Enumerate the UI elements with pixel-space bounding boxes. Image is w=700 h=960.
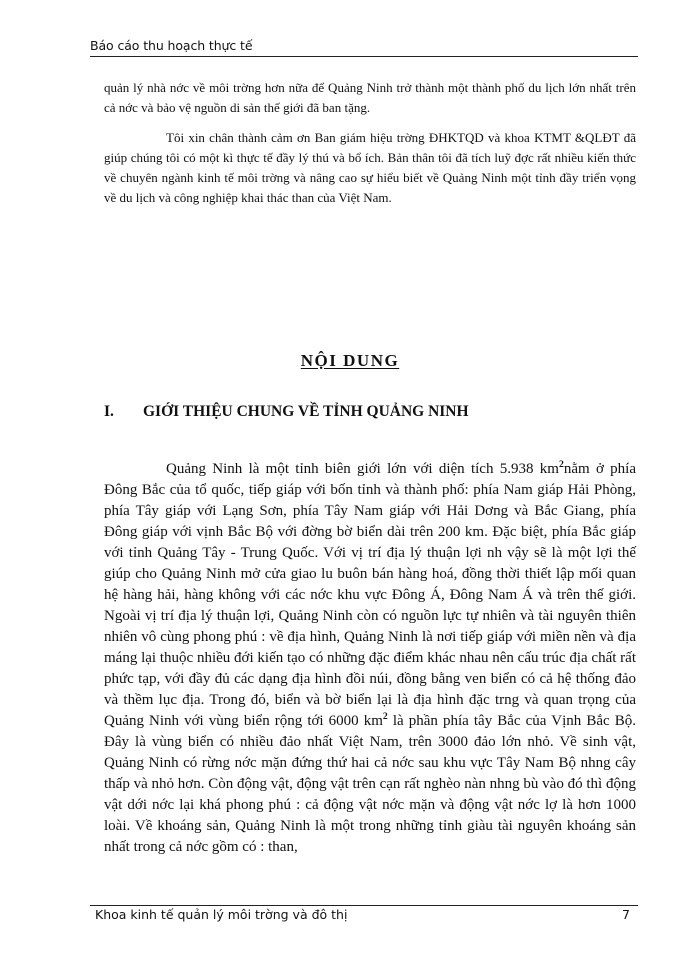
main-title: NỘI DUNG xyxy=(300,351,400,370)
superscript-area-unit-2: 2 xyxy=(382,711,388,722)
intro-paragraph-2: Tôi xin chân thành cảm ơn Ban giám hiệu trờng ĐHKTQD và khoa KTMT &QLĐT đã giúp chúng tôi có một kì thực tế đầy lý thú và bổ ích. Bản thân tôi đã tích luỹ đợc rất nhiều kiến thức về chuyên ngành kinh tế môi trờng và nâng cao sự hiểu biết về Quảng Ninh một tỉnh đầy triển vọng về du lịch và công nghiệp khai thác than của Việt Nam. xyxy=(104,130,636,205)
intro-paragraph-1: quản lý nhà nớc về môi trờng hơn nữa để Quảng Ninh trở thành một thành phố du lịch lớn nhất trên cả nớc và bảo vệ nguồn di sản thế giới đã ban tặng. xyxy=(104,80,636,115)
page-header: Báo cáo thu hoạch thực tế xyxy=(90,38,253,53)
body-text-part-2: nằm ở phía Đông Bắc của tổ quốc, tiếp giáp với bốn tỉnh và thành phố: phía Nam giáp Hải Phòng, phía Tây giáp với Lạng Sơn, phía Tây Nam giáp với Hải Dơng và Bắc Giang, phía Đông giáp với vịnh Bắc Bộ với đờng bờ biển dài trên 200 km. Đặc biệt, phía Bắc giáp với tỉnh Quảng Tây - Trung Quốc. Với vị trí địa lý thuận lợi nh vậy sẽ là một lợi thế giúp cho Quảng Ninh mở cửa giao lu buôn bán hàng hoá, đồng thời thiết lập mối quan hệ hàng hải, hàng không với các nớc khu vực Đông Á, Đông Nam Á và trên thế giới. Ngoài vị trí địa lý thuận lợi, Quảng Ninh còn có nguồn lực tự nhiên và tài nguyên thiên nhiên vô cùng phong phú : về địa hình, Quảng Ninh là nơi tiếp giáp với miền nền và địa máng lại thuộc nhiều đới kiến tạo có những đặc điểm khác nhau nên cấu trúc địa chất rất phức tạp, với đầy đủ các dạng địa hình đồi núi, đồng bằng ven biển có cả hệ thống đảo và thềm lục địa. Trong đó, biển và bờ biển lại là địa hình đặc trng và quan trọng của Quảng Ninh với vùng biển rộng tới 6000 km xyxy=(104,461,637,729)
footer-divider xyxy=(90,905,638,906)
body-text-part-1: Quảng Ninh là một tỉnh biên giới lớn với diện tích 5.938 km xyxy=(166,461,559,477)
section-number: I. xyxy=(104,403,114,420)
body-text-part-3: là phần phía tây Bắc của Vịnh Bắc Bộ. Đây là vùng biển có nhiều đảo nhất Việt Nam, trên 3000 đảo lớn nhỏ. Về sinh vật, Quảng Ninh có rừng nớc mặn đứng thứ hai cả nớc sau khu vực Tây Nam Bộ nhng cây thấp và nhỏ hơn. Còn động vật, động vật trên cạn rất nghèo nàn nhng bù vào đó thì động vật dới nớc lại khá phong phú : cả động vật nớc mặn và động vật nớc lợ là hơn 1000 loài. Về khoáng sản, Quảng Ninh là một trong những tỉnh giàu tài nguyên khoáng sản nhất trong cả nớc gồm có : than, xyxy=(104,713,636,855)
section-title: GIỚI THIỆU CHUNG VỀ TỈNH QUẢNG NINH xyxy=(143,403,469,420)
body-paragraph xyxy=(104,459,636,858)
header-divider xyxy=(90,56,638,57)
page-number: 7 xyxy=(622,907,630,922)
superscript-area-unit-1: 2 xyxy=(558,459,564,470)
page-footer: Khoa kinh tế quản lý môi trờng và đô thị xyxy=(95,907,348,922)
